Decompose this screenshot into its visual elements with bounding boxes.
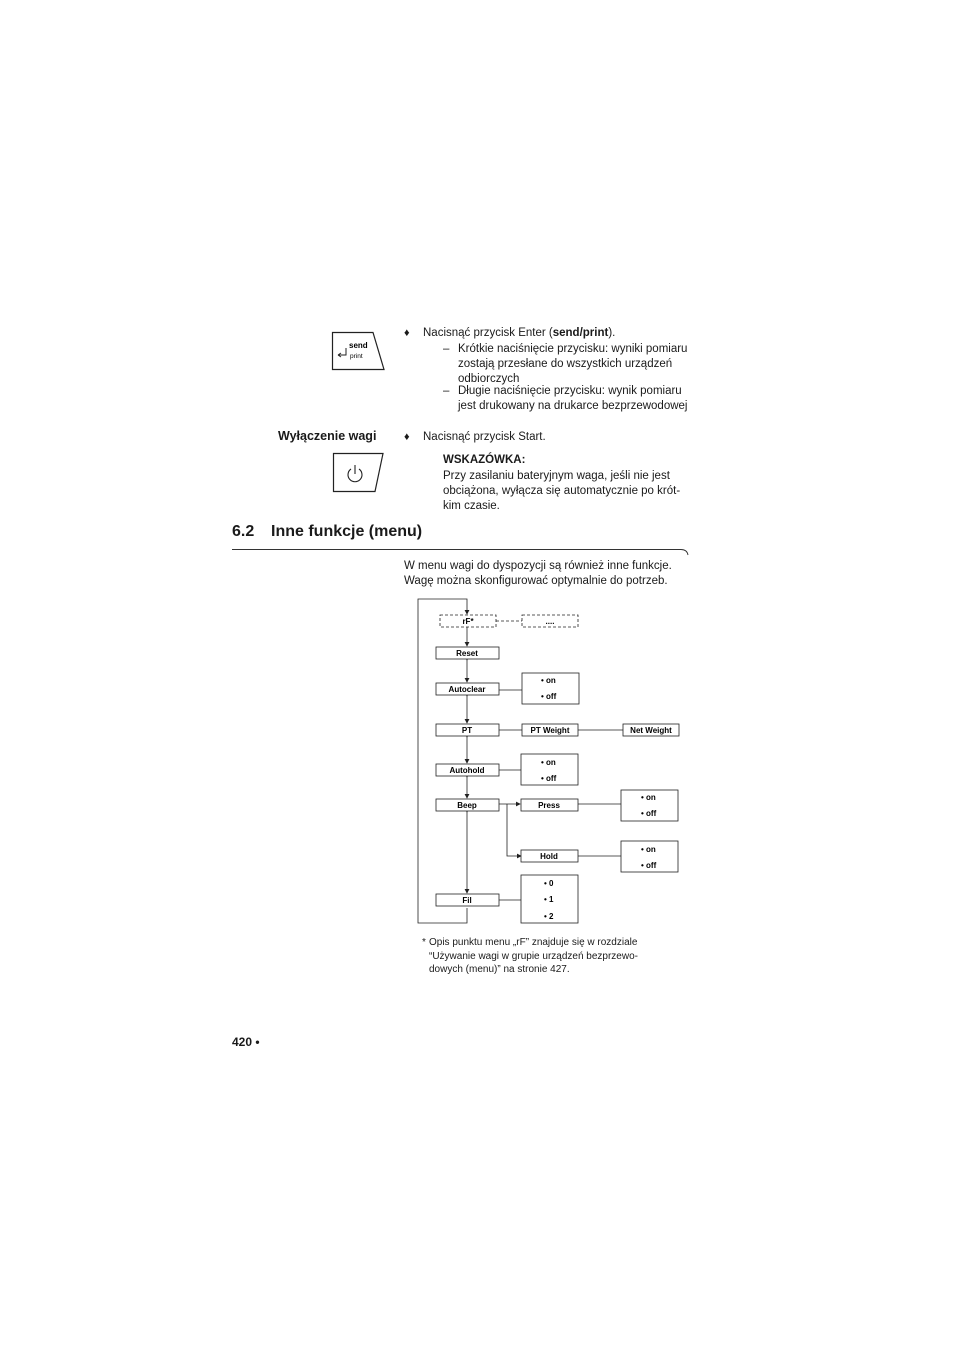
print-key-label: print [350,353,363,360]
section-rule [232,545,692,559]
autohold-option: • off [541,774,557,783]
page-number: 420 • [232,1035,260,1049]
menu-net-weight: Net Weight [630,726,672,735]
hold-option: • on [641,845,656,854]
menu-fil: Fil [462,896,472,905]
menu-diagram [410,595,690,930]
dash-marker: – [443,385,450,397]
shutdown-instruction: Nacisnąć przycisk Start. [423,431,546,443]
send-print-key-icon [331,331,387,373]
shutdown-heading: Wyłączenie wagi [278,429,377,443]
menu-pt-weight: PT Weight [530,726,570,735]
dash-marker: – [443,343,450,355]
menu-reset: Reset [456,649,478,658]
fil-option: • 1 [544,895,554,904]
short-press-text: Krótkie naciśnięcie przycisku: wyniki pomiaru zostają przesłane do wszystkich urządzeń odbiorczych [458,343,688,385]
menu-pt: PT [461,726,473,735]
bullet-icon: ♦ [404,431,410,443]
section-number: 6.2 [232,523,255,540]
section-title: Inne funkcje (menu) [271,523,423,540]
power-key-icon [332,452,386,494]
autohold-option: • on [541,758,556,767]
note-text: Przy zasilaniu bateryjnym waga, jeśli nie jest obciążona, wyłącza się automatycznie po krót- kim czasie. [443,470,681,512]
menu-rf: rF* [462,617,474,626]
footnote-marker: * [422,937,426,948]
send-key-label: send [349,341,368,350]
long-press-text: Długie naciśnięcie przycisku: wynik pomiaru jest drukowany na drukarce bezprzewodowej [458,385,688,412]
send-print-instruction: Nacisnąć przycisk Enter (send/print). [423,327,616,339]
menu-rf-more: .... [545,617,555,626]
menu-press: Press [538,801,560,810]
press-option: • on [641,793,656,802]
autoclear-option: • on [541,676,556,685]
menu-autohold: Autohold [449,766,485,775]
menu-hold: Hold [540,852,558,861]
section-intro: W menu wagi do dyspozycji są również inne funkcje. Wagę można skonfigurować optymalnie do potrzeb. [404,560,672,587]
note-title: WSKAZÓWKA: [443,454,526,466]
menu-autoclear: Autoclear [448,685,486,694]
press-option: • off [641,809,657,818]
autoclear-option: • off [541,692,557,701]
fil-option: • 2 [544,912,554,921]
hold-option: • off [641,861,657,870]
footnote-text: Opis punktu menu „rF” znajduje się w rozdziale “Używanie wagi w grupie urządzeń bezprzewo- dowych (menu)” na stronie 427. [429,937,638,975]
fil-option: • 0 [544,879,554,888]
bullet-icon: ♦ [404,327,410,339]
menu-beep: Beep [457,801,477,810]
